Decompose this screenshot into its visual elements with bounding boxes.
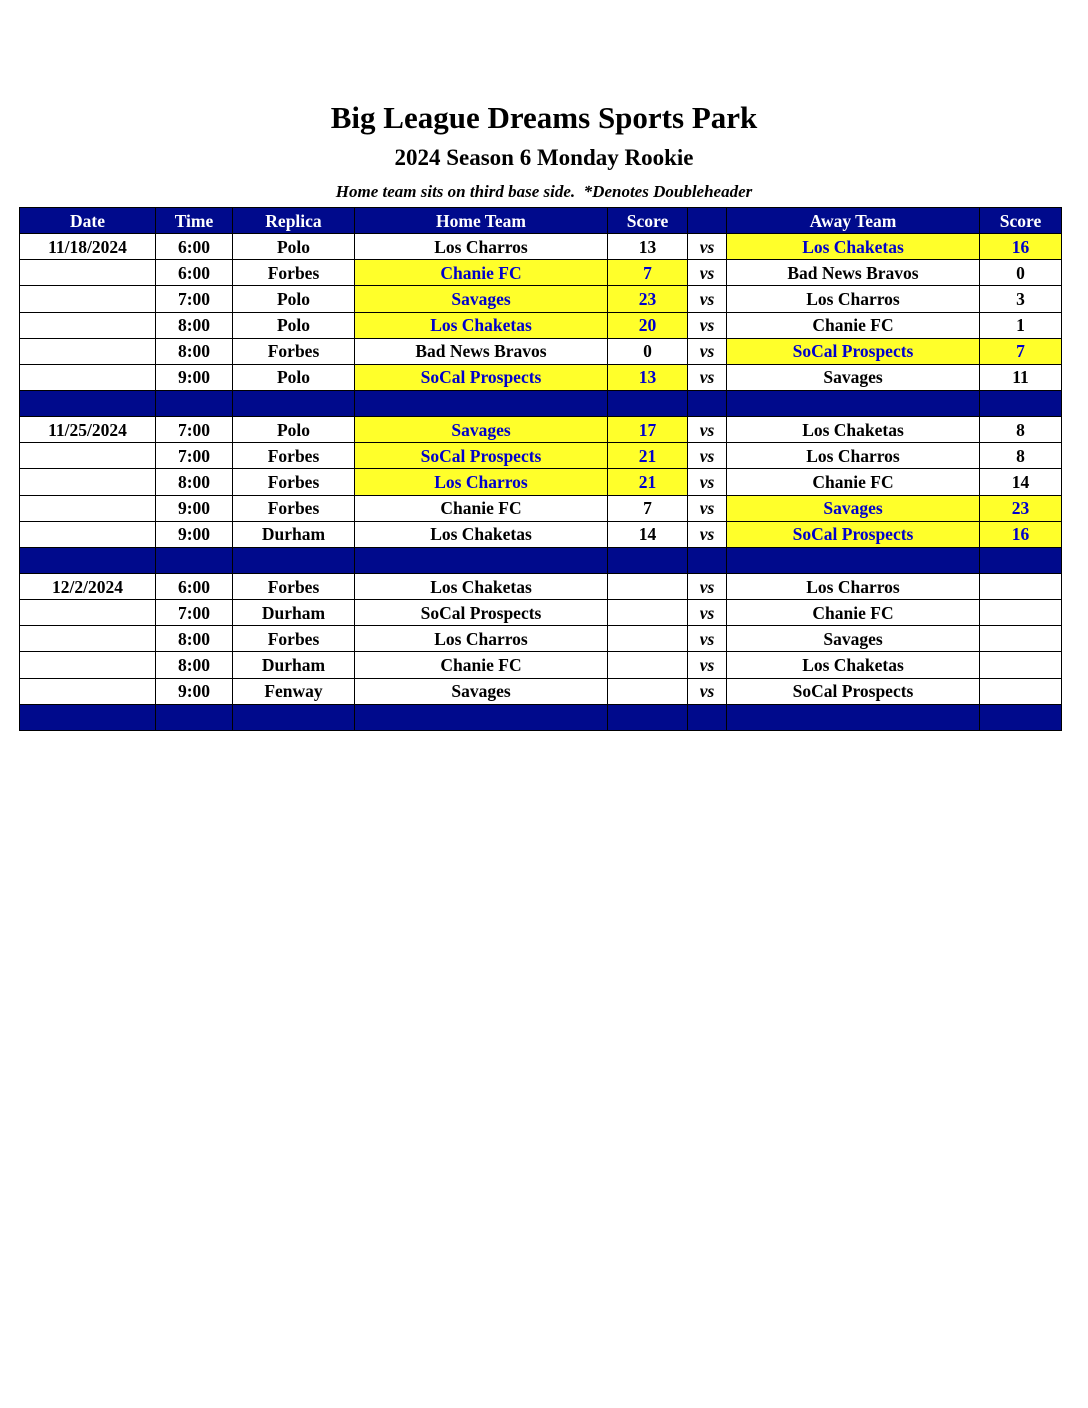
divider-cell [156, 704, 233, 730]
date-cell [20, 495, 156, 521]
vs-cell: vs [688, 286, 727, 312]
away-team-cell: Bad News Bravos [727, 260, 980, 286]
home-team-cell: Los Charros [355, 626, 608, 652]
replica-cell: Polo [233, 234, 355, 260]
replica-cell: Durham [233, 600, 355, 626]
away-team-cell: Los Charros [727, 443, 980, 469]
game-row [20, 338, 1062, 364]
date-cell [20, 364, 156, 390]
schedule-table [19, 207, 1062, 731]
away-score-cell: 14 [980, 469, 1062, 495]
away-team-cell: SoCal Prospects [727, 338, 980, 364]
away-score-cell: 7 [980, 338, 1062, 364]
home-team-cell: Chanie FC [355, 495, 608, 521]
vs-cell: vs [688, 600, 727, 626]
game-row [20, 364, 1062, 390]
home-score-cell: 13 [608, 364, 688, 390]
page-title: Big League Dreams Sports Park [330, 100, 758, 135]
home-team-cell: Los Chaketas [355, 312, 608, 338]
divider-cell [688, 547, 727, 573]
time-cell: 9:00 [156, 678, 233, 704]
date-cell: 11/18/2024 [20, 234, 156, 260]
away-team-cell: SoCal Prospects [727, 521, 980, 547]
game-row [20, 573, 1062, 599]
home-score-cell [608, 600, 688, 626]
time-cell: 6:00 [156, 573, 233, 599]
home-score-cell: 21 [608, 469, 688, 495]
away-score-cell [980, 678, 1062, 704]
column-header-home-score: Score [608, 208, 688, 234]
column-header-time: Time [156, 208, 233, 234]
away-score-cell: 11 [980, 364, 1062, 390]
vs-cell: vs [688, 364, 727, 390]
away-team-cell: Savages [727, 626, 980, 652]
home-team-cell: Los Chaketas [355, 573, 608, 599]
section-divider-row [20, 390, 1062, 416]
away-score-cell [980, 652, 1062, 678]
date-cell [20, 443, 156, 469]
replica-cell: Polo [233, 286, 355, 312]
replica-cell: Forbes [233, 260, 355, 286]
away-score-cell [980, 573, 1062, 599]
divider-cell [355, 704, 608, 730]
season-subtitle: 2024 Season 6 Monday Rookie [394, 145, 694, 170]
replica-cell: Polo [233, 417, 355, 443]
away-team-cell: Chanie FC [727, 469, 980, 495]
replica-cell: Forbes [233, 626, 355, 652]
vs-cell: vs [688, 626, 727, 652]
replica-cell: Forbes [233, 573, 355, 599]
divider-cell [608, 547, 688, 573]
replica-cell: Polo [233, 364, 355, 390]
home-score-cell [608, 626, 688, 652]
divider-cell [980, 547, 1062, 573]
away-score-cell: 23 [980, 495, 1062, 521]
divider-cell [233, 547, 355, 573]
divider-cell [355, 547, 608, 573]
game-row [20, 286, 1062, 312]
column-header-vs [688, 208, 727, 234]
date-cell [20, 678, 156, 704]
replica-cell: Forbes [233, 338, 355, 364]
vs-cell: vs [688, 312, 727, 338]
away-team-cell: Savages [727, 364, 980, 390]
time-cell: 9:00 [156, 495, 233, 521]
game-row [20, 312, 1062, 338]
home-team-cell: Savages [355, 286, 608, 312]
home-score-cell [608, 678, 688, 704]
vs-cell: vs [688, 260, 727, 286]
vs-cell: vs [688, 417, 727, 443]
time-cell: 8:00 [156, 469, 233, 495]
home-score-cell: 20 [608, 312, 688, 338]
away-team-cell: Los Charros [727, 573, 980, 599]
home-team-cell: Savages [355, 678, 608, 704]
vs-cell: vs [688, 652, 727, 678]
time-cell: 8:00 [156, 312, 233, 338]
divider-cell [20, 704, 156, 730]
vs-cell: vs [688, 495, 727, 521]
date-cell [20, 286, 156, 312]
date-cell: 12/2/2024 [20, 573, 156, 599]
home-team-cell: Bad News Bravos [355, 338, 608, 364]
date-cell [20, 626, 156, 652]
vs-cell: vs [688, 678, 727, 704]
date-cell [20, 338, 156, 364]
away-team-cell: Los Chaketas [727, 234, 980, 260]
home-team-cell: Los Charros [355, 234, 608, 260]
home-score-cell: 21 [608, 443, 688, 469]
game-row [20, 443, 1062, 469]
time-cell: 6:00 [156, 260, 233, 286]
divider-cell [688, 704, 727, 730]
column-header-replica: Replica [233, 208, 355, 234]
date-cell: 11/25/2024 [20, 417, 156, 443]
divider-cell [20, 547, 156, 573]
home-score-cell [608, 652, 688, 678]
divider-cell [727, 704, 980, 730]
time-cell: 8:00 [156, 338, 233, 364]
date-cell [20, 600, 156, 626]
divider-cell [20, 390, 156, 416]
game-row [20, 495, 1062, 521]
game-row [20, 260, 1062, 286]
home-team-cell: SoCal Prospects [355, 364, 608, 390]
home-team-cell: Los Chaketas [355, 521, 608, 547]
column-header-away-team: Away Team [727, 208, 980, 234]
divider-cell [727, 547, 980, 573]
home-score-cell: 14 [608, 521, 688, 547]
home-team-cell: SoCal Prospects [355, 443, 608, 469]
divider-cell [608, 704, 688, 730]
away-score-cell [980, 626, 1062, 652]
date-cell [20, 469, 156, 495]
schedule-body [20, 234, 1062, 731]
divider-cell [156, 390, 233, 416]
replica-cell: Forbes [233, 495, 355, 521]
time-cell: 9:00 [156, 364, 233, 390]
game-row [20, 521, 1062, 547]
away-score-cell: 0 [980, 260, 1062, 286]
time-cell: 8:00 [156, 652, 233, 678]
replica-cell: Forbes [233, 443, 355, 469]
game-row [20, 417, 1062, 443]
away-score-cell: 16 [980, 521, 1062, 547]
game-row [20, 678, 1062, 704]
away-team-cell: SoCal Prospects [727, 678, 980, 704]
divider-cell [156, 547, 233, 573]
game-row [20, 234, 1062, 260]
away-team-cell: Los Chaketas [727, 417, 980, 443]
home-score-cell: 0 [608, 338, 688, 364]
time-cell: 6:00 [156, 234, 233, 260]
divider-cell [608, 390, 688, 416]
home-team-cell: Chanie FC [355, 652, 608, 678]
column-header-date: Date [20, 208, 156, 234]
vs-cell: vs [688, 521, 727, 547]
date-cell [20, 521, 156, 547]
away-score-cell: 8 [980, 417, 1062, 443]
divider-cell [233, 390, 355, 416]
time-cell: 9:00 [156, 521, 233, 547]
away-team-cell: Savages [727, 495, 980, 521]
divider-cell [727, 390, 980, 416]
date-cell [20, 652, 156, 678]
away-score-cell [980, 600, 1062, 626]
away-score-cell: 3 [980, 286, 1062, 312]
time-cell: 7:00 [156, 443, 233, 469]
home-score-cell: 23 [608, 286, 688, 312]
time-cell: 7:00 [156, 600, 233, 626]
game-row [20, 469, 1062, 495]
schedule-note: Home team sits on third base side. *Denotes Doubleheader [335, 182, 753, 201]
time-cell: 8:00 [156, 626, 233, 652]
divider-cell [980, 704, 1062, 730]
vs-cell: vs [688, 573, 727, 599]
home-team-cell: Chanie FC [355, 260, 608, 286]
divider-cell [688, 390, 727, 416]
home-score-cell: 13 [608, 234, 688, 260]
vs-cell: vs [688, 443, 727, 469]
date-cell [20, 260, 156, 286]
home-score-cell [608, 573, 688, 599]
away-score-cell: 16 [980, 234, 1062, 260]
replica-cell: Durham [233, 521, 355, 547]
home-team-cell: SoCal Prospects [355, 600, 608, 626]
home-team-cell: Los Charros [355, 469, 608, 495]
home-score-cell: 7 [608, 260, 688, 286]
game-row [20, 626, 1062, 652]
away-team-cell: Los Charros [727, 286, 980, 312]
home-score-cell: 7 [608, 495, 688, 521]
vs-cell: vs [688, 234, 727, 260]
column-header-home-team: Home Team [355, 208, 608, 234]
away-team-cell: Chanie FC [727, 312, 980, 338]
home-score-cell: 17 [608, 417, 688, 443]
home-team-cell: Savages [355, 417, 608, 443]
table-header-row [20, 208, 1062, 234]
replica-cell: Durham [233, 652, 355, 678]
away-team-cell: Los Chaketas [727, 652, 980, 678]
replica-cell: Polo [233, 312, 355, 338]
divider-cell [355, 390, 608, 416]
away-score-cell: 8 [980, 443, 1062, 469]
away-team-cell: Chanie FC [727, 600, 980, 626]
time-cell: 7:00 [156, 286, 233, 312]
replica-cell: Fenway [233, 678, 355, 704]
date-cell [20, 312, 156, 338]
time-cell: 7:00 [156, 417, 233, 443]
vs-cell: vs [688, 469, 727, 495]
game-row [20, 600, 1062, 626]
section-divider-row [20, 704, 1062, 730]
replica-cell: Forbes [233, 469, 355, 495]
vs-cell: vs [688, 338, 727, 364]
divider-cell [980, 390, 1062, 416]
column-header-away-score: Score [980, 208, 1062, 234]
away-score-cell: 1 [980, 312, 1062, 338]
section-divider-row [20, 547, 1062, 573]
game-row [20, 652, 1062, 678]
divider-cell [233, 704, 355, 730]
